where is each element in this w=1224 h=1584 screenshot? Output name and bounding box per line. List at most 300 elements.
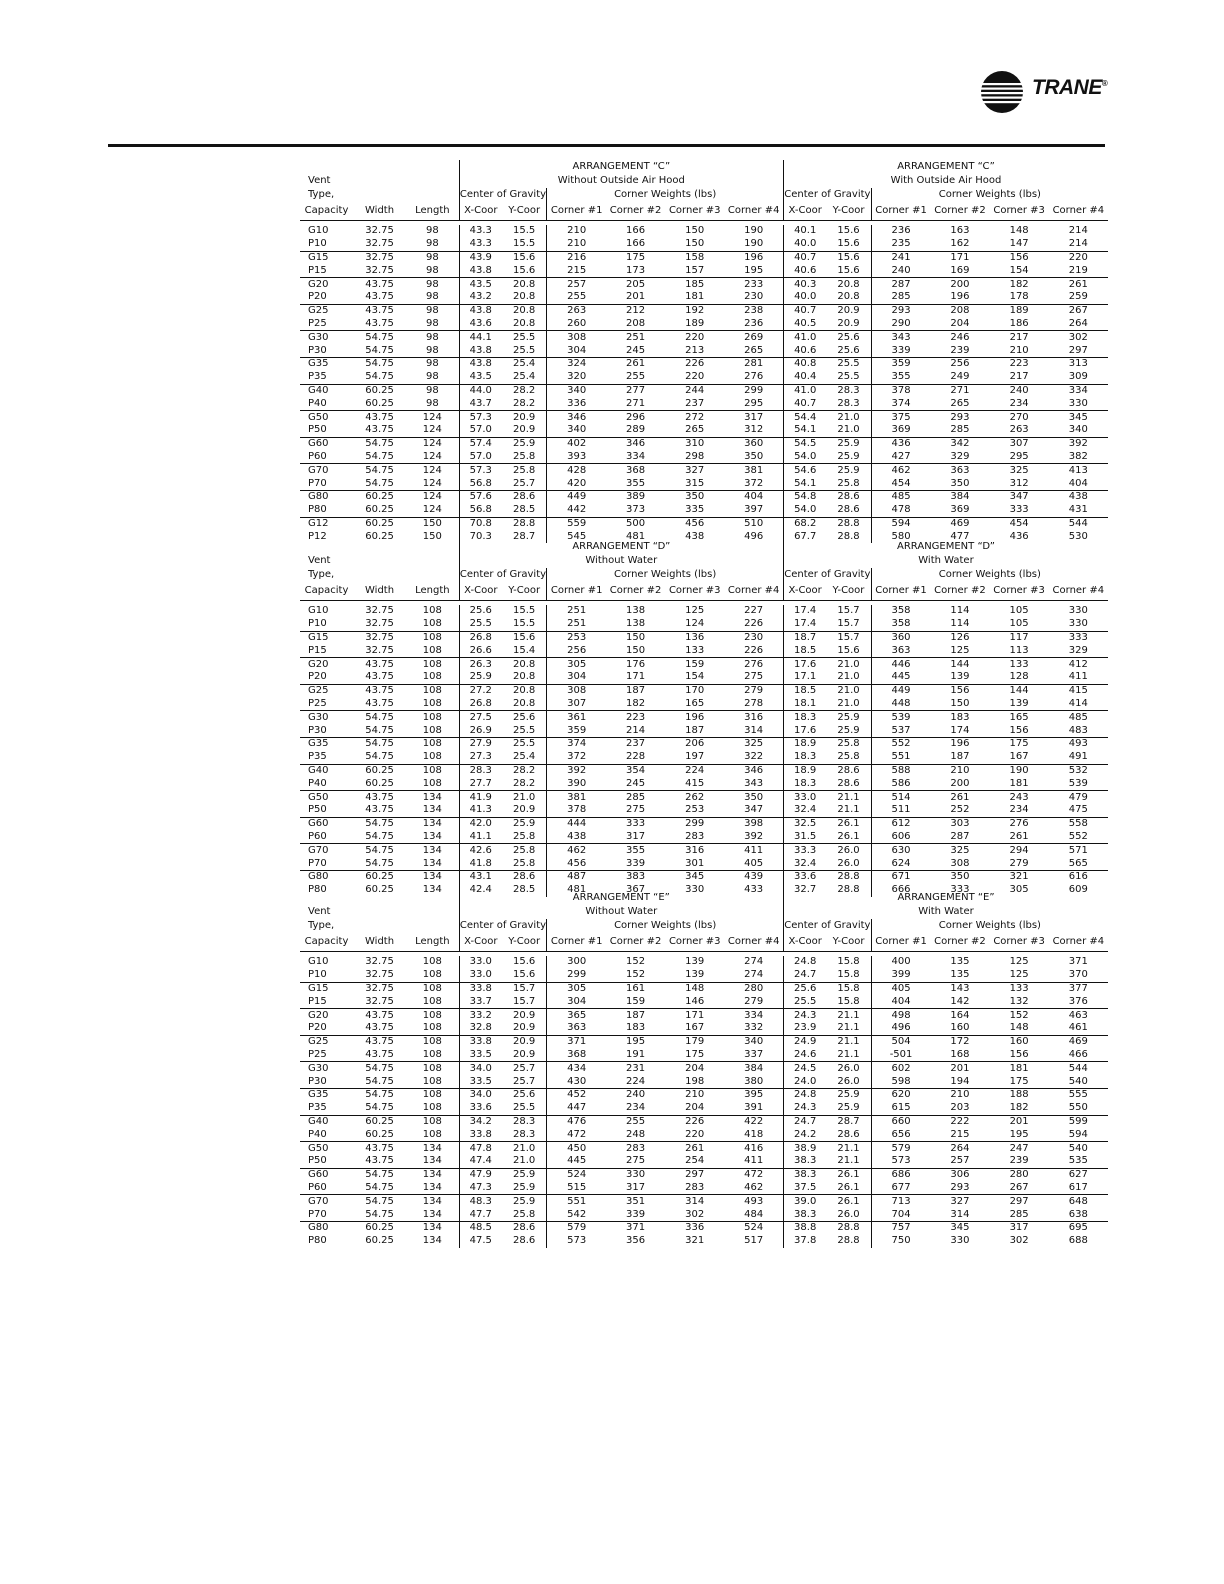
left-arrangement-subtitle: Without Outside Air Hood xyxy=(459,174,783,188)
table-cell: 60.25 xyxy=(365,384,394,396)
column-header-length: Length xyxy=(406,202,459,221)
table-cell: 256 xyxy=(547,644,606,657)
table-cell: 24.7 xyxy=(784,1115,827,1128)
table-row xyxy=(300,424,1108,437)
table-cell: 321 xyxy=(685,1235,705,1247)
table-cell: 360 xyxy=(744,438,764,450)
table-cell: 134 xyxy=(406,831,459,844)
table-cell: 704 xyxy=(871,1208,930,1221)
table-cell: 411 xyxy=(724,1155,783,1168)
table-cell: 20.9 xyxy=(502,804,547,817)
table-row xyxy=(300,504,1108,517)
trane-wordmark: TRANE® xyxy=(1032,76,1108,99)
table-cell: 450 xyxy=(547,1142,606,1155)
table-cell: 28.3 xyxy=(837,384,860,396)
table-cell: 105 xyxy=(1009,605,1029,617)
table-cell: 290 xyxy=(871,318,930,331)
table-cell: 511 xyxy=(871,804,930,817)
table-cell: 57.6 xyxy=(459,490,502,503)
table-cell: 15.5 xyxy=(502,238,547,251)
table-cell: 54.75 xyxy=(365,818,394,830)
table-cell: 434 xyxy=(547,1062,606,1075)
table-cell: 21.0 xyxy=(837,685,860,697)
table-cell: 54.75 xyxy=(365,464,394,476)
table-cell: G35 xyxy=(308,738,329,750)
table-cell: 261 xyxy=(685,1142,705,1154)
table-cell: 33.5 xyxy=(459,1049,502,1062)
table-cell: 98 xyxy=(406,318,459,331)
table-cell: 108 xyxy=(406,671,459,684)
table-cell: 25.5 xyxy=(502,344,547,357)
table-cell: 350 xyxy=(950,871,970,883)
table-cell: 43.75 xyxy=(353,318,406,331)
table-cell: 40.0 xyxy=(784,291,827,304)
table-cell: 21.1 xyxy=(837,1009,860,1021)
table-cell: 236 xyxy=(724,318,783,331)
table-cell: 204 xyxy=(930,318,989,331)
table-cell: 539 xyxy=(1049,777,1108,790)
table-cell: 223 xyxy=(1009,358,1029,370)
table-cell: 41.8 xyxy=(459,857,502,870)
table-cell: 20.8 xyxy=(502,698,547,711)
table-cell: 462 xyxy=(724,1182,783,1195)
table-cell: 15.6 xyxy=(837,225,860,237)
table-cell: 274 xyxy=(724,969,783,982)
table-cell: 28.6 xyxy=(513,491,536,503)
table-cell: 26.3 xyxy=(459,658,502,671)
table-cell: 25.5 xyxy=(459,618,502,631)
table-cell: 461 xyxy=(1049,1022,1108,1035)
table-cell: 40.6 xyxy=(784,344,827,357)
table-cell: 217 xyxy=(1009,331,1029,343)
column-header-c3: Corner #3 xyxy=(990,933,1049,952)
table-cell: 150 xyxy=(665,238,724,251)
table-cell: 159 xyxy=(606,995,665,1008)
right-arrangement-subtitle: With Water xyxy=(784,905,1108,919)
table-cell: 26.9 xyxy=(459,724,502,737)
table-cell: 205 xyxy=(626,278,646,290)
table-row xyxy=(300,631,1108,644)
table-cell: 276 xyxy=(1009,818,1029,830)
table-cell: 550 xyxy=(1049,1102,1108,1115)
table-cell: 25.8 xyxy=(826,477,871,490)
table-cell: 25.8 xyxy=(826,751,871,764)
table-cell: 154 xyxy=(990,264,1049,277)
table-cell: 124 xyxy=(665,618,724,631)
table-cell: 178 xyxy=(990,291,1049,304)
right-cog-header: Center of Gravity xyxy=(784,920,871,931)
table-cell: 40.5 xyxy=(784,318,827,331)
right-corner-weights-header: Corner Weights (lbs) xyxy=(871,568,1108,582)
table-cell: 18.3 xyxy=(783,751,826,764)
table-cell: 43.75 xyxy=(365,791,394,803)
table-cell: 493 xyxy=(1068,738,1088,750)
table-cell: 17.4 xyxy=(783,605,826,618)
table-cell: 135 xyxy=(930,969,989,982)
table-cell: 43.75 xyxy=(353,671,406,684)
table-cell: 448 xyxy=(871,698,930,711)
table-cell: 108 xyxy=(406,644,459,657)
table-cell: 25.7 xyxy=(502,1075,547,1088)
table-cell: 33.6 xyxy=(459,1102,502,1115)
table-cell: 214 xyxy=(1049,238,1108,251)
table-cell: 43.6 xyxy=(459,318,502,331)
table-cell: 67.7 xyxy=(784,530,827,543)
table-cell: 325 xyxy=(1009,464,1029,476)
trane-globe-icon xyxy=(980,70,1026,114)
column-header-y: Y-Coor xyxy=(502,933,547,952)
table-cell: 371 xyxy=(626,1222,646,1234)
table-cell: 217 xyxy=(990,371,1049,384)
table-cell: 108 xyxy=(406,777,459,790)
table-row xyxy=(300,437,1108,450)
table-cell: 355 xyxy=(626,844,646,856)
table-cell: 40.4 xyxy=(784,371,827,384)
table-cell: 28.3 xyxy=(502,1128,547,1141)
table-cell: 28.2 xyxy=(502,777,547,790)
table-cell: 48.5 xyxy=(459,1221,502,1234)
table-cell: 32.75 xyxy=(353,644,406,657)
table-cell: 400 xyxy=(871,956,930,969)
table-cell: 47.7 xyxy=(459,1208,502,1221)
table-cell: 496 xyxy=(744,530,764,542)
table-cell: 150 xyxy=(685,225,705,237)
table-cell: 171 xyxy=(950,251,970,263)
table-cell: 462 xyxy=(871,464,930,477)
table-cell: 219 xyxy=(1049,264,1108,277)
table-cell: 280 xyxy=(1009,1169,1029,1181)
table-cell: 287 xyxy=(930,831,989,844)
table-cell: G70 xyxy=(308,1195,329,1207)
table-cell: 20.9 xyxy=(502,1049,547,1062)
table-cell: 27.9 xyxy=(459,737,502,750)
table-cell: 43.75 xyxy=(365,658,394,670)
table-cell: 26.0 xyxy=(837,1062,860,1074)
table-cell: 185 xyxy=(685,278,705,290)
table-row xyxy=(300,1195,1108,1208)
table-cell: 28.3 xyxy=(826,397,871,410)
table-cell: 181 xyxy=(1009,1062,1029,1074)
table-cell: 454 xyxy=(871,477,930,490)
table-cell: 404 xyxy=(871,995,930,1008)
table-cell: 472 xyxy=(744,1169,764,1181)
column-header-y: Y-Coor xyxy=(826,202,871,221)
table-cell: 381 xyxy=(547,791,606,804)
table-cell: 38.8 xyxy=(784,1221,827,1234)
table-cell: 310 xyxy=(685,438,705,450)
table-cell: G80 xyxy=(308,871,329,883)
arrangement-e-table xyxy=(300,891,1108,1248)
table-cell: G25 xyxy=(308,305,329,317)
table-cell: P25 xyxy=(300,318,353,331)
table-cell: G20 xyxy=(308,658,329,670)
table-cell: 397 xyxy=(724,504,783,517)
table-cell: 213 xyxy=(665,344,724,357)
table-cell: 594 xyxy=(1049,1128,1108,1141)
vent-label: Vent xyxy=(308,175,331,186)
table-cell: 33.0 xyxy=(459,969,502,982)
right-arrangement-title: ARRANGEMENT “C” xyxy=(784,160,1108,174)
table-cell: 372 xyxy=(547,751,606,764)
table-cell: 20.9 xyxy=(502,424,547,437)
left-arrangement-title: ARRANGEMENT “E” xyxy=(459,891,783,905)
table-cell: 361 xyxy=(547,711,606,724)
table-cell: 33.5 xyxy=(459,1075,502,1088)
table-cell: 317 xyxy=(606,831,665,844)
table-cell: 60.25 xyxy=(365,1235,394,1247)
table-cell: 40.8 xyxy=(784,357,827,370)
table-cell: 25.4 xyxy=(502,371,547,384)
table-cell: 627 xyxy=(1068,1169,1088,1181)
table-cell: 535 xyxy=(1049,1155,1108,1168)
table-cell: 124 xyxy=(422,491,442,503)
table-cell: 656 xyxy=(871,1128,930,1141)
table-cell: 306 xyxy=(950,1169,970,1181)
table-cell: 285 xyxy=(990,1208,1049,1221)
table-cell: 638 xyxy=(1049,1208,1108,1221)
table-cell: 544 xyxy=(1068,517,1088,529)
table-cell: 41.3 xyxy=(459,804,502,817)
table-cell: 60.25 xyxy=(353,1128,406,1141)
table-cell: 251 xyxy=(547,618,606,631)
table-cell: 43.75 xyxy=(365,1036,394,1048)
table-cell: 134 xyxy=(406,1182,459,1195)
table-cell: 500 xyxy=(626,517,646,529)
table-cell: 54.0 xyxy=(784,451,827,464)
table-cell: 44.0 xyxy=(459,384,502,397)
table-cell: 540 xyxy=(1049,1075,1108,1088)
table-cell: 25.9 xyxy=(837,711,860,723)
table-cell: 25.5 xyxy=(513,331,536,343)
table-cell: G80 xyxy=(308,1222,329,1234)
table-cell: 18.5 xyxy=(783,684,826,697)
table-cell: 33.0 xyxy=(459,956,502,969)
right-cog-header: Center of Gravity xyxy=(784,569,871,580)
table-cell: 43.5 xyxy=(459,371,502,384)
table-cell: 330 xyxy=(685,884,705,896)
table-cell: 351 xyxy=(626,1195,646,1207)
table-cell: 175 xyxy=(990,1075,1049,1088)
table-cell: 345 xyxy=(685,871,705,883)
table-cell: G10 xyxy=(308,956,329,968)
table-cell: 283 xyxy=(665,1182,724,1195)
table-cell: 246 xyxy=(950,331,970,343)
table-cell: 382 xyxy=(1049,451,1108,464)
table-cell: 530 xyxy=(1068,530,1088,542)
table-row xyxy=(300,777,1108,790)
table-cell: 345 xyxy=(1068,411,1088,423)
table-cell: 25.6 xyxy=(837,331,860,343)
table-cell: 579 xyxy=(871,1142,930,1155)
table-row xyxy=(300,477,1108,490)
table-cell: 346 xyxy=(547,411,606,424)
table-cell: 316 xyxy=(744,711,764,723)
table-cell: 314 xyxy=(724,724,783,737)
table-cell: 25.8 xyxy=(513,464,536,476)
table-cell: P80 xyxy=(300,504,353,517)
table-cell: P80 xyxy=(308,884,327,896)
table-cell: 276 xyxy=(724,371,783,384)
table-cell: 133 xyxy=(665,644,724,657)
table-cell: 195 xyxy=(724,264,783,277)
table-cell: 240 xyxy=(1009,384,1029,396)
table-cell: 26.0 xyxy=(837,844,860,856)
table-row xyxy=(300,1049,1108,1062)
table-cell: 317 xyxy=(606,1182,665,1195)
table-cell: 28.7 xyxy=(513,530,536,542)
table-cell: 41.0 xyxy=(784,384,827,397)
table-cell: 134 xyxy=(422,1169,442,1181)
table-cell: 660 xyxy=(871,1115,930,1128)
table-cell: 422 xyxy=(744,1115,764,1127)
table-row xyxy=(300,384,1108,397)
table-cell: 376 xyxy=(1049,995,1108,1008)
table-cell: 265 xyxy=(724,344,783,357)
table-cell: 60.25 xyxy=(365,871,394,883)
table-row xyxy=(300,956,1108,969)
column-header-c4: Corner #4 xyxy=(724,202,783,221)
table-cell: 330 xyxy=(1068,605,1088,617)
table-cell: 182 xyxy=(990,1102,1049,1115)
table-cell: 358 xyxy=(871,605,930,618)
table-cell: 54.75 xyxy=(365,844,394,856)
table-cell: 241 xyxy=(871,251,930,264)
table-cell: 299 xyxy=(744,384,764,396)
table-cell: 43.8 xyxy=(459,304,502,317)
table-cell: 275 xyxy=(724,671,783,684)
table-cell: 54.5 xyxy=(784,437,827,450)
table-cell: 166 xyxy=(606,238,665,251)
table-cell: 54.8 xyxy=(784,490,827,503)
table-cell: 15.4 xyxy=(502,644,547,657)
table-cell: 23.9 xyxy=(784,1022,827,1035)
column-header-c2: Corner #2 xyxy=(606,582,665,601)
table-cell: 196 xyxy=(930,291,989,304)
table-cell: 239 xyxy=(990,1155,1049,1168)
table-cell: 124 xyxy=(406,504,459,517)
table-row xyxy=(300,490,1108,503)
table-cell: G70 xyxy=(308,464,329,476)
header-row-title xyxy=(300,160,1108,174)
table-cell: 249 xyxy=(930,371,989,384)
table-cell: 60.25 xyxy=(365,517,394,529)
table-row xyxy=(300,1155,1108,1168)
table-cell: 124 xyxy=(406,424,459,437)
table-cell: 204 xyxy=(665,1102,724,1115)
column-header-x: X-Coor xyxy=(784,933,827,952)
table-cell: 336 xyxy=(547,397,606,410)
left-corner-weights-header: Corner Weights (lbs) xyxy=(547,919,784,933)
table-cell: 152 xyxy=(626,956,646,968)
table-cell: P20 xyxy=(300,291,353,304)
table-cell: 297 xyxy=(1049,344,1108,357)
table-cell: 304 xyxy=(547,995,606,1008)
table-cell: 43.75 xyxy=(353,698,406,711)
table-row xyxy=(300,464,1108,477)
table-cell: 41.0 xyxy=(784,331,827,344)
table-cell: 573 xyxy=(871,1155,930,1168)
table-cell: 307 xyxy=(1009,438,1029,450)
table-cell: 54.1 xyxy=(784,424,827,437)
table-cell: 25.9 xyxy=(513,1195,536,1207)
table-cell: 555 xyxy=(1068,1089,1088,1101)
table-cell: 43.75 xyxy=(365,1009,394,1021)
table-cell: 174 xyxy=(930,724,989,737)
table-cell: 108 xyxy=(422,982,442,994)
table-cell: 108 xyxy=(406,698,459,711)
table-cell: 594 xyxy=(871,517,930,530)
table-cell: 124 xyxy=(406,477,459,490)
table-cell: 438 xyxy=(685,530,705,542)
table-cell: 454 xyxy=(1009,517,1029,529)
table-cell: P30 xyxy=(300,344,353,357)
table-cell: 196 xyxy=(685,711,705,723)
column-header-c1: Corner #1 xyxy=(547,582,606,601)
table-cell: 208 xyxy=(950,305,970,317)
table-cell: 378 xyxy=(547,804,606,817)
table-cell: 415 xyxy=(1068,685,1088,697)
table-cell: 98 xyxy=(406,344,459,357)
table-cell: 477 xyxy=(950,530,970,542)
table-cell: 456 xyxy=(547,857,606,870)
table-cell: 15.7 xyxy=(837,605,860,617)
table-cell: 688 xyxy=(1068,1235,1088,1247)
table-cell: 54.75 xyxy=(353,477,406,490)
table-cell: 355 xyxy=(871,371,930,384)
table-cell: 293 xyxy=(871,304,930,317)
table-cell: 182 xyxy=(606,698,665,711)
table-cell: 342 xyxy=(950,438,970,450)
table-cell: 43.1 xyxy=(459,870,502,883)
table-cell: 25.5 xyxy=(502,1102,547,1115)
table-cell: 335 xyxy=(665,504,724,517)
table-cell: P20 xyxy=(300,1022,353,1035)
table-cell: 377 xyxy=(1068,982,1088,994)
table-cell: 169 xyxy=(930,264,989,277)
table-cell: 393 xyxy=(547,451,606,464)
table-cell: 630 xyxy=(871,844,930,857)
table-cell: G20 xyxy=(308,278,329,290)
header-row-subtitle xyxy=(300,174,1108,188)
table-row xyxy=(300,238,1108,251)
table-cell: 234 xyxy=(990,397,1049,410)
table-cell: 21.1 xyxy=(837,1142,860,1154)
table-cell: 25.8 xyxy=(513,844,536,856)
table-cell: 234 xyxy=(606,1102,665,1115)
table-cell: 384 xyxy=(950,491,970,503)
table-cell: 485 xyxy=(871,490,930,503)
table-cell: 384 xyxy=(744,1062,764,1074)
table-cell: 21.1 xyxy=(837,791,860,803)
table-cell: 210 xyxy=(950,1089,970,1101)
table-cell: 404 xyxy=(1049,477,1108,490)
right-cog-header: Center of Gravity xyxy=(784,189,871,200)
table-cell: 428 xyxy=(547,464,606,477)
table-cell: 172 xyxy=(950,1036,970,1048)
table-cell: 40.6 xyxy=(784,264,827,277)
table-cell: 43.9 xyxy=(459,251,502,264)
table-cell: 315 xyxy=(665,477,724,490)
table-cell: 25.6 xyxy=(513,711,536,723)
table-cell: 25.4 xyxy=(513,358,536,370)
table-cell: 15.6 xyxy=(513,631,536,643)
table-cell: 54.75 xyxy=(365,1169,394,1181)
table-cell: 171 xyxy=(606,671,665,684)
table-cell: 524 xyxy=(547,1168,606,1181)
table-cell: 269 xyxy=(744,331,764,343)
table-cell: 24.6 xyxy=(784,1049,827,1062)
table-cell: 399 xyxy=(871,969,930,982)
